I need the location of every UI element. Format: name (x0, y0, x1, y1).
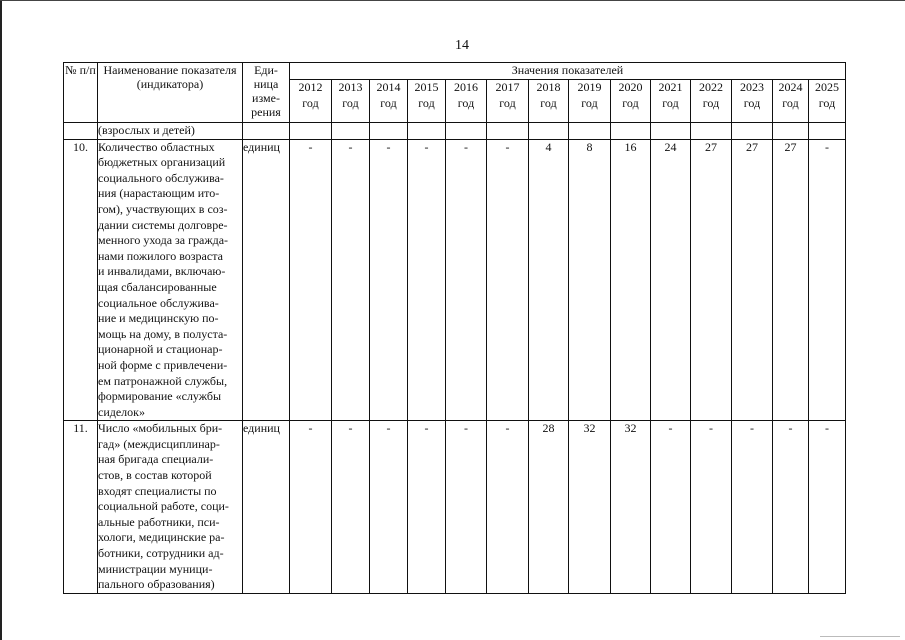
header-values: Значения показателей (290, 63, 846, 80)
value-2012: - (290, 421, 332, 594)
year-header-2013 (332, 80, 370, 123)
indicators-table (63, 62, 846, 594)
indicator-name-line: ем патронажной службы, (98, 373, 228, 388)
continuation-unit-cell (243, 123, 290, 140)
value-2013: - (332, 421, 370, 594)
year-label: 2023 (740, 80, 764, 94)
year-label: 2022 (699, 80, 723, 94)
unit-of-measure: единиц (243, 421, 290, 594)
value-2019: 32 (569, 421, 611, 594)
indicator-name-line: ботники, сотрудники ад- (98, 546, 224, 561)
year-header-2017 (487, 80, 529, 123)
year-label: 2021 (658, 80, 683, 94)
indicator-name-line: менного ухода за гражда- (98, 233, 229, 248)
table-row (64, 139, 846, 421)
year-header-2015 (408, 80, 446, 123)
year-header-2016 (446, 80, 487, 123)
year-suffix: год (302, 95, 319, 110)
indicator-name-line: министрации муници- (98, 561, 213, 576)
indicator-name-line: нами пожилого возраста (98, 248, 223, 263)
value-2018: 28 (529, 421, 569, 594)
year-header-2012 (290, 80, 332, 123)
value-2020: 32 (611, 421, 651, 594)
continuation-row (64, 123, 846, 140)
row-number: 10. (64, 139, 98, 421)
page-left-edge (0, 0, 2, 640)
header-name: Наименование показателя (индикатора) (98, 63, 243, 123)
value-2012: - (290, 139, 332, 421)
year-label: 2014 (376, 80, 401, 94)
value-2019: 8 (569, 139, 611, 421)
indicator-name-line: ния (нарастающим ито- (98, 186, 220, 201)
indicator-name-line: сиделок» (98, 404, 145, 419)
year-suffix: год (818, 95, 836, 110)
value-2023: 27 (732, 139, 773, 421)
continuation-num-cell (64, 123, 98, 140)
indicator-name-line: ной форме с привлечени- (98, 357, 228, 372)
indicator-name-line: альные работники, пси- (98, 514, 220, 529)
indicator-name-line: пального образования) (98, 577, 215, 592)
table-row (64, 421, 846, 594)
indicator-name-line: социальной работе, соци- (98, 499, 229, 514)
value-2014: - (370, 139, 408, 421)
year-header-2014 (370, 80, 408, 123)
indicator-name-line: гом), участвующих в соз- (98, 201, 228, 216)
year-header-2020 (611, 80, 651, 123)
value-2022: - (691, 421, 732, 594)
indicator-name-line: и инвалидами, включаю- (98, 264, 226, 279)
year-header-2018 (529, 80, 569, 123)
value-2017: - (487, 421, 529, 594)
value-2024: - (773, 421, 809, 594)
indicator-name (98, 421, 243, 594)
indicator-name-line: бюджетных организаций (98, 155, 226, 170)
page-top-edge (0, 0, 905, 1)
year-suffix: год (380, 95, 397, 110)
continuation-name: (взрослых и детей) (98, 123, 243, 140)
indicator-name-line: формирование «службы (98, 389, 222, 404)
year-header-2025 (809, 80, 846, 123)
value-2015: - (408, 139, 446, 421)
value-2024: 27 (773, 139, 809, 421)
year-suffix: год (702, 95, 720, 110)
indicator-name-line: Количество областных (98, 139, 215, 154)
indicator-name-line: ние и медицинскую по- (98, 311, 219, 326)
value-2013: - (332, 139, 370, 421)
year-label: 2019 (577, 80, 602, 94)
value-2015: - (408, 421, 446, 594)
year-label: 2015 (414, 80, 439, 94)
year-header-2019 (569, 80, 611, 123)
value-2018: 4 (529, 139, 569, 421)
year-label: 2017 (495, 80, 520, 94)
page-number: 14 (455, 38, 469, 53)
indicator-name-line: гад» (междисциплинар- (98, 436, 220, 451)
year-suffix: год (499, 95, 516, 110)
year-label: 2013 (338, 80, 363, 94)
year-suffix: год (581, 95, 598, 110)
year-suffix: год (743, 95, 761, 110)
year-suffix: год (457, 95, 475, 110)
year-label: 2024 (778, 80, 803, 94)
year-label: 2025 (815, 80, 839, 94)
indicator-name-line: социальное обслужива- (98, 295, 219, 310)
value-2021: - (651, 421, 691, 594)
indicator-name-line: входят специалисты по (98, 483, 217, 498)
header-num: № п/п (64, 63, 98, 123)
table-body (64, 139, 846, 593)
year-suffix: год (622, 95, 639, 110)
year-label: 2016 (454, 80, 478, 94)
year-header-2021 (651, 80, 691, 123)
year-header-2024 (773, 80, 809, 123)
value-2025: - (809, 421, 846, 594)
indicator-name-line: социального обслужива- (98, 170, 224, 185)
value-2021: 24 (651, 139, 691, 421)
year-suffix: год (662, 95, 679, 110)
value-2020: 16 (611, 139, 651, 421)
indicator-name (98, 139, 243, 421)
year-suffix: год (342, 95, 359, 110)
indicator-name-line: стов, в состав которой (98, 468, 212, 483)
indicator-name-line: Число «мобильных бри- (98, 421, 223, 436)
indicator-name-line: ционарной и стационар- (98, 342, 223, 357)
header-unit: Еди- ница изме- рения (243, 63, 290, 123)
value-2022: 27 (691, 139, 732, 421)
indicator-name-line: хологи, медицинские ра- (98, 530, 225, 545)
page-bottom-mark (820, 636, 900, 637)
unit-of-measure: единиц (243, 139, 290, 421)
year-label: 2018 (536, 80, 561, 94)
indicator-name-line: ная бригада специали- (98, 452, 214, 467)
year-label: 2020 (618, 80, 643, 94)
year-suffix: год (782, 95, 799, 110)
indicator-name-line: дании системы долговре- (98, 217, 228, 232)
year-suffix: год (418, 95, 435, 110)
year-suffix: год (540, 95, 557, 110)
value-2016: - (446, 421, 487, 594)
indicator-name-line: щая сбалансированные (98, 279, 217, 294)
value-2025: - (809, 139, 846, 421)
year-header-2022 (691, 80, 732, 123)
value-2016: - (446, 139, 487, 421)
value-2017: - (487, 139, 529, 421)
indicator-name-line: мощь на дому, в полуста- (98, 326, 228, 341)
year-label: 2012 (298, 80, 323, 94)
value-2023: - (732, 421, 773, 594)
row-number: 11. (64, 421, 98, 594)
year-header-2023 (732, 80, 773, 123)
value-2014: - (370, 421, 408, 594)
